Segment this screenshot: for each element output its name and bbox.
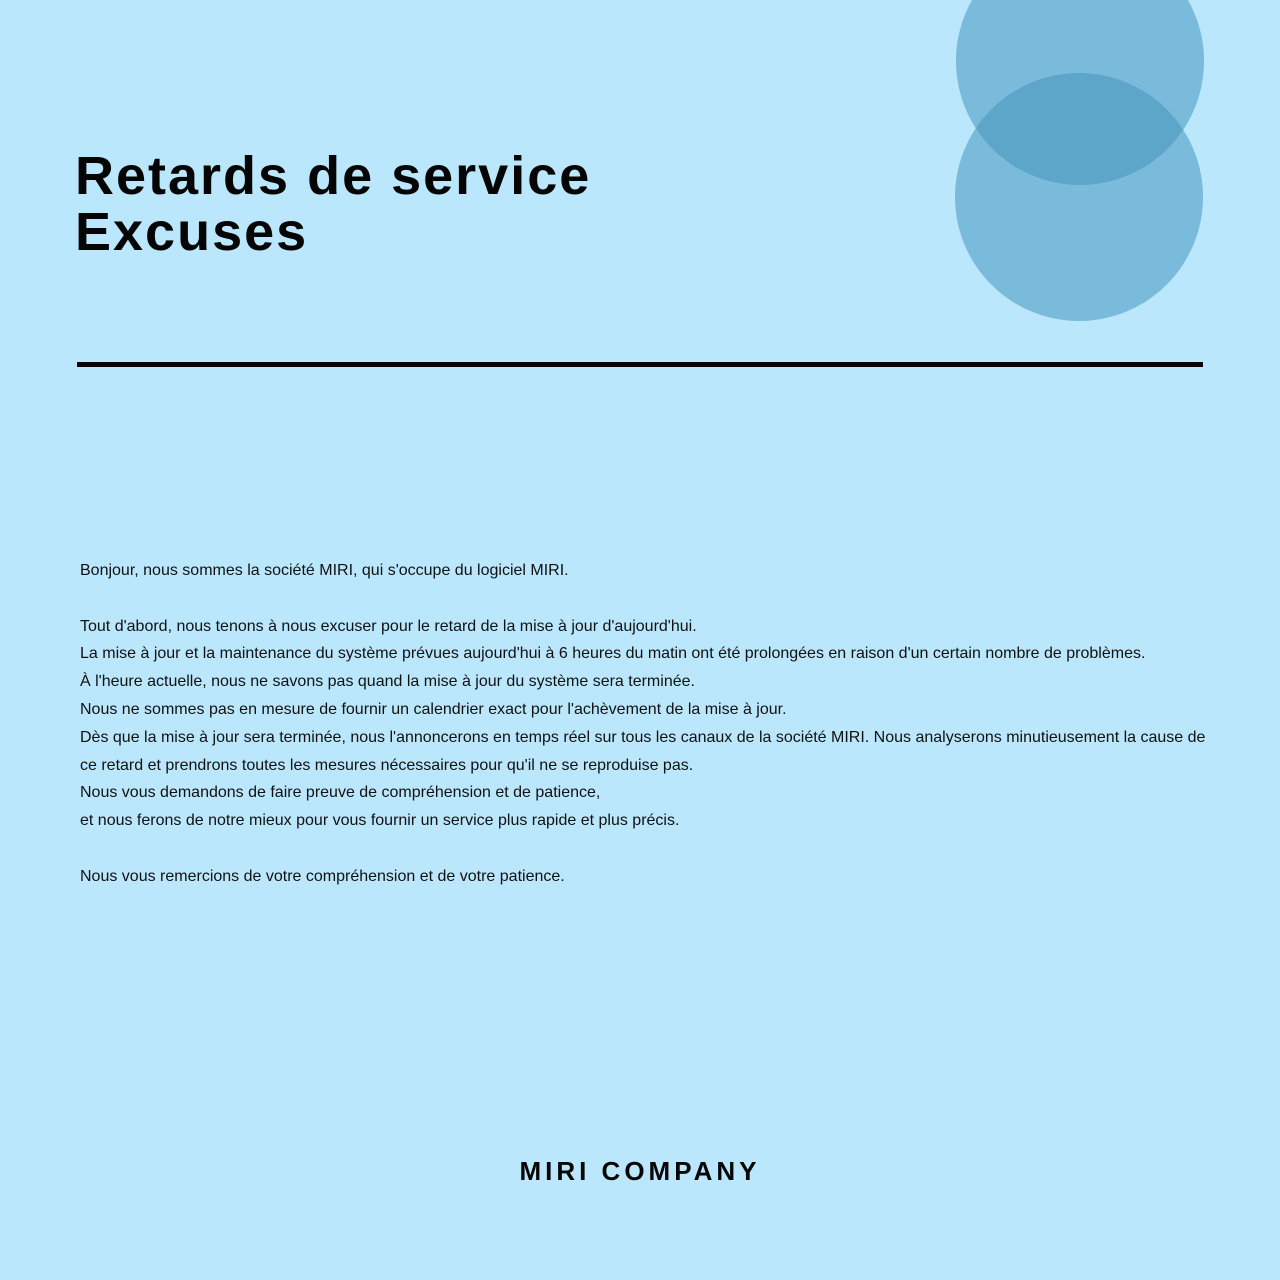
letter-line-7: et nous ferons de notre mieux pour vous fournir un service plus rapide et plus précis. <box>80 812 680 830</box>
letter-line-2: La mise à jour et la maintenance du système prévues aujourd'hui à 6 heures du matin ont été prolongées en raison d'un certain nombre de problèmes. <box>80 645 1146 663</box>
letter-body <box>80 557 1210 891</box>
title-line-1: Retards de service <box>75 146 592 206</box>
letter-line-1: Tout d'abord, nous tenons à nous excuser pour le retard de la mise à jour d'aujourd'hui. <box>80 617 697 635</box>
letter-greeting: Bonjour, nous sommes la société MIRI, qui s'occupe du logiciel MIRI. <box>80 562 569 579</box>
title-line-2: Excuses <box>75 202 309 262</box>
letter-line-6: Nous vous demandons de faire preuve de compréhension et de patience, <box>80 784 601 802</box>
letter-line-3: À l'heure actuelle, nous ne savons pas quand la mise à jour du système sera terminée. <box>80 673 695 691</box>
paragraph-gap <box>80 835 1210 863</box>
letter-closing: Nous vous remercions de votre compréhension et de votre patience. <box>80 867 565 885</box>
company-name: MIRI COMPANY <box>519 1156 761 1186</box>
title-divider <box>77 362 1203 367</box>
page-title <box>75 148 591 260</box>
letter-line-5: Dès que la mise à jour sera terminée, nous l'annoncerons en temps réel sur tous les canaux de la société MIRI. Nous analyserons minutieusement la cause de ce retard et prendrons toutes les mesures nécessaires pour qu'il ne se reproduise pas. <box>80 728 1206 774</box>
paragraph-gap <box>80 585 1210 613</box>
letter-line-4: Nous ne sommes pas en mesure de fournir un calendrier exact pour l'achèvement de la mise à jour. <box>80 700 787 718</box>
decorative-circle-bottom <box>955 73 1203 321</box>
